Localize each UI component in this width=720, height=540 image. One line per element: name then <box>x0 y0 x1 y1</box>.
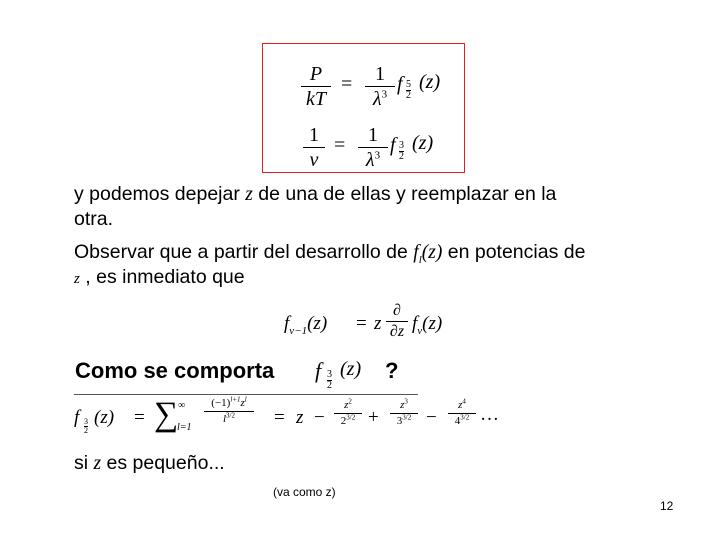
paragraph-1: y podemos depejar z de una de ellas y reemplazar en la otra. <box>74 183 557 230</box>
eq1-equals: = <box>341 73 353 95</box>
small-z-line: si z es pequeño... <box>74 452 225 474</box>
eq1-lhs-den: kT <box>306 88 326 110</box>
eq1-lambda: λ <box>372 88 382 110</box>
eq2-lambda: λ <box>365 149 375 171</box>
eq1-func: f <box>397 73 403 95</box>
eq2-lhs-num: 1 <box>309 124 319 146</box>
eq1-func-sub: 5 2 <box>406 79 411 101</box>
eq1-arg: (z) <box>419 71 441 93</box>
series-expansion: f 3 2 (z) = ∑ ∞ l=1 $(-1)^{l+1}z^l$ $l^{3/2}$ = z − $z^2$ $2^{3/2}$ + $z^3$ $3^{3/2}$ − $z^4$ $4^{3/2}$ … <box>74 395 499 435</box>
paragraph-2: Observar que a partir del desarrollo de $f_l(z)$ en potencias de z , es inmediato que <box>74 241 586 288</box>
eq2-func: f <box>390 134 396 156</box>
eq2-arg: (z) <box>412 132 434 154</box>
eq2-rhs-num: 1 <box>368 124 378 146</box>
eq1-lambda-exp: 3 <box>381 88 388 101</box>
heading-text: Como se comporta <box>75 358 275 383</box>
f-l-func: f <box>413 242 419 263</box>
eq1-lhs-num: P <box>309 63 323 85</box>
sigma-symbol: ∑ <box>154 396 179 433</box>
eq2-lambda-exp: 3 <box>374 149 381 162</box>
var-z: z <box>245 184 253 205</box>
note: (va como z) <box>273 485 336 499</box>
var-z: z <box>74 271 80 287</box>
page-number: 12 <box>660 499 674 513</box>
eq2-lhs-fraction <box>303 125 325 170</box>
eq1-rhs-fraction <box>365 64 395 109</box>
heading: Como se comporta f 3 2 (z) ? <box>75 358 399 391</box>
eq1-rhs-num: 1 <box>375 63 385 85</box>
eq2-rhs-fraction <box>358 125 388 170</box>
eq1-lhs-fraction <box>301 64 331 109</box>
eq2-func-sub: 3 2 <box>399 140 404 162</box>
eq2-equals: = <box>334 134 346 156</box>
derivative-identity: $f_{\nu-1}(z)$ = z ∂ ∂z $f_\nu(z)$ <box>284 302 443 340</box>
eq2-lhs-den: v <box>309 149 319 171</box>
